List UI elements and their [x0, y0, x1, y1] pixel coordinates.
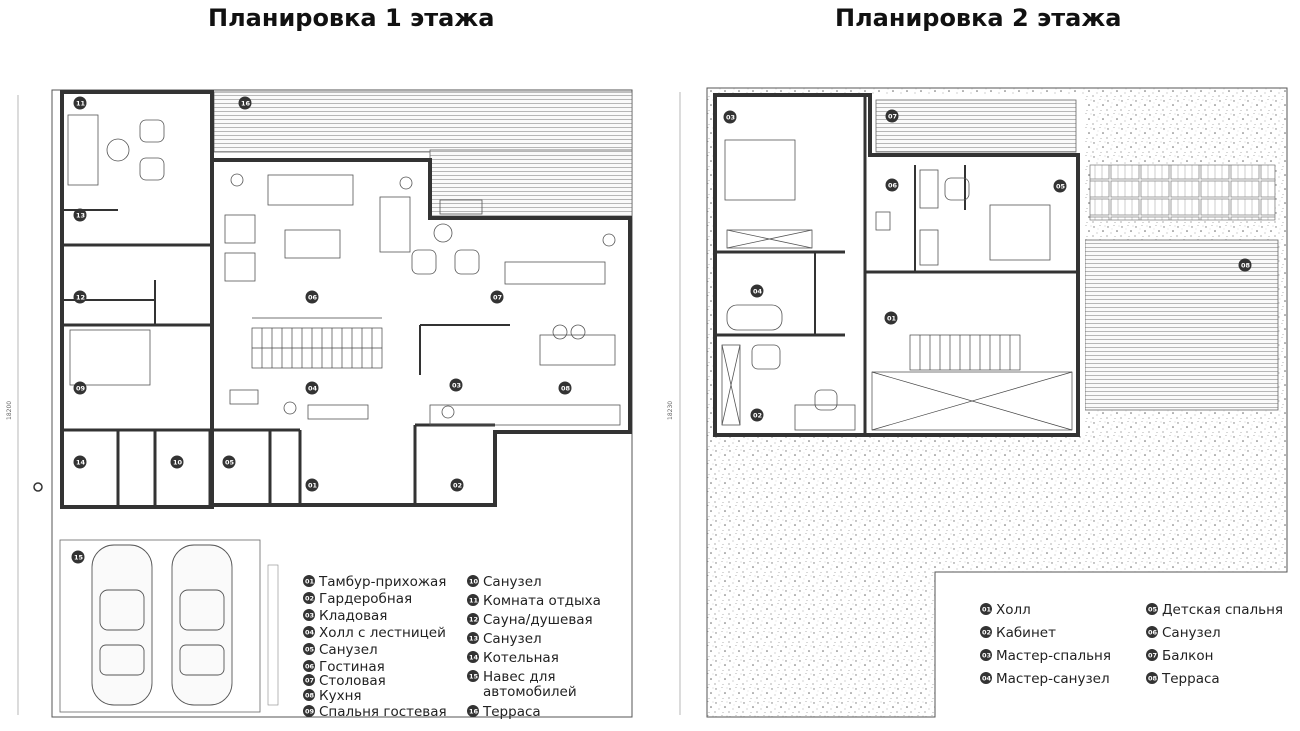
f1-marker-16 [239, 97, 252, 110]
f1-legend-13 [467, 631, 542, 647]
f1-legend-09-item [303, 704, 447, 720]
svg-text:Гостиная: Гостиная [319, 659, 385, 675]
f2-marker-05 [1054, 180, 1067, 193]
svg-text:Гардеробная: Гардеробная [319, 591, 413, 607]
svg-text:13: 13 [469, 634, 479, 643]
svg-text:08: 08 [305, 691, 315, 700]
svg-text:Санузел: Санузел [1162, 625, 1221, 641]
svg-text:Кабинет: Кабинет [996, 625, 1056, 641]
floor2-pergola [1090, 165, 1275, 220]
svg-text:Комната отдыха: Комната отдыха [483, 593, 601, 609]
f1-marker-11 [74, 97, 87, 110]
svg-text:05: 05 [1056, 182, 1066, 191]
svg-text:Санузел: Санузел [483, 574, 542, 590]
f2-marker-06 [886, 179, 899, 192]
svg-text:Кладовая: Кладовая [319, 608, 388, 624]
f1-legend-03 [303, 608, 387, 624]
svg-text:03: 03 [452, 381, 462, 390]
f1-legend-01 [303, 574, 446, 590]
svg-text:01: 01 [305, 577, 315, 586]
floor1-column [34, 483, 42, 491]
svg-text:01: 01 [308, 481, 318, 490]
svg-text:Холл: Холл [996, 602, 1031, 618]
f1-legend-15 [467, 669, 577, 700]
svg-text:Терраса: Терраса [483, 704, 541, 720]
svg-text:04: 04 [305, 628, 315, 637]
floor2-legend [980, 602, 1283, 687]
svg-text:Столовая: Столовая [319, 673, 386, 689]
f2-marker-07 [886, 110, 899, 123]
f2-legend-01 [980, 602, 1031, 618]
svg-text:02: 02 [305, 594, 315, 603]
f1-marker-08 [559, 382, 572, 395]
svg-text:15: 15 [74, 553, 84, 562]
f1-legend-12 [467, 612, 593, 628]
svg-text:10: 10 [469, 577, 479, 586]
svg-text:12: 12 [76, 293, 86, 302]
svg-text:04: 04 [308, 384, 318, 393]
svg-text:Балкон: Балкон [1162, 648, 1214, 664]
f1-legend-11 [467, 593, 601, 609]
svg-text:Сауна/душевая: Сауна/душевая [483, 612, 593, 628]
svg-text:Мастер-спальня: Мастер-спальня [996, 648, 1112, 664]
svg-text:07: 07 [493, 293, 503, 302]
svg-text:04: 04 [982, 674, 992, 683]
svg-text:14: 14 [76, 458, 86, 467]
f1-marker-10 [171, 456, 184, 469]
f1-legend-05 [303, 642, 378, 658]
svg-text:16: 16 [469, 707, 479, 716]
svg-text:08: 08 [561, 384, 571, 393]
svg-text:07: 07 [1148, 651, 1158, 660]
svg-text:Мастер-санузел: Мастер-санузел [996, 671, 1110, 687]
svg-text:Кухня: Кухня [319, 688, 362, 704]
floor1-path [268, 565, 278, 705]
svg-text:05: 05 [305, 645, 315, 654]
floor2-title: Планировка 2 этажа [835, 4, 1122, 32]
f1-marker-01 [306, 479, 319, 492]
f1-legend-04 [303, 625, 446, 641]
f1-marker-12 [74, 291, 87, 304]
f1-marker-14 [74, 456, 87, 469]
svg-text:11: 11 [76, 99, 86, 108]
svg-text:16: 16 [241, 99, 251, 108]
f2-marker-03 [724, 111, 737, 124]
floor2-dimension: 18230 [667, 400, 674, 420]
floor2-plan [667, 88, 1287, 717]
svg-text:08: 08 [1241, 261, 1251, 270]
svg-text:Холл с лестницей: Холл с лестницей [319, 625, 446, 641]
svg-text:Навес для: Навес для [483, 669, 556, 685]
floor1-terrace-right [430, 150, 632, 218]
floor1-stairs [252, 318, 382, 368]
floor1-title: Планировка 1 этажа [208, 4, 495, 32]
svg-text:10: 10 [173, 458, 183, 467]
f1-legend-08 [303, 688, 362, 704]
svg-text:03: 03 [726, 113, 736, 122]
svg-text:06: 06 [888, 181, 898, 190]
f1-legend-07 [303, 673, 386, 689]
svg-text:06: 06 [308, 293, 318, 302]
svg-text:02: 02 [753, 411, 763, 420]
f1-legend-14 [467, 650, 559, 666]
svg-text:13: 13 [76, 211, 86, 220]
svg-text:Тамбур-прихожая: Тамбур-прихожая [319, 574, 447, 590]
f1-marker-02 [451, 479, 464, 492]
f1-marker-06 [306, 291, 319, 304]
svg-text:Котельная: Котельная [483, 650, 559, 666]
svg-text:15: 15 [469, 672, 479, 681]
svg-text:04: 04 [753, 287, 763, 296]
svg-text:02: 02 [453, 481, 463, 490]
svg-text:05: 05 [225, 458, 235, 467]
f2-legend-06 [1146, 625, 1221, 641]
f2-legend-04 [980, 671, 1110, 687]
f1-marker-13 [74, 209, 87, 222]
svg-text:06: 06 [305, 662, 315, 671]
f2-marker-04 [751, 285, 764, 298]
svg-text:01: 01 [982, 605, 992, 614]
f1-marker-03 [450, 379, 463, 392]
svg-text:Терраса: Терраса [1162, 671, 1220, 687]
svg-text:14: 14 [469, 653, 479, 662]
f1-legend-10 [467, 574, 542, 590]
f2-legend-03 [980, 648, 1111, 664]
floor1-terrace-top [214, 92, 632, 152]
svg-text:05: 05 [1148, 605, 1158, 614]
svg-text:07: 07 [888, 112, 898, 121]
floor1-legend [303, 574, 601, 720]
f2-marker-02 [751, 409, 764, 422]
svg-text:Детская спальня: Детская спальня [1162, 602, 1284, 618]
f1-legend-09-label: Спальня гостевая [319, 704, 447, 720]
svg-text:11: 11 [469, 596, 479, 605]
f2-legend-02 [980, 625, 1056, 641]
f1-legend-16 [467, 704, 541, 720]
svg-text:09: 09 [76, 384, 86, 393]
svg-text:03: 03 [305, 611, 315, 620]
f1-legend-09-num: 09 [305, 707, 315, 716]
f1-marker-09 [74, 382, 87, 395]
f1-marker-07 [491, 291, 504, 304]
svg-text:Санузел: Санузел [483, 631, 542, 647]
svg-text:07: 07 [305, 676, 315, 685]
f1-marker-05 [223, 456, 236, 469]
f2-marker-08 [1239, 259, 1252, 272]
f1-legend-02 [303, 591, 412, 607]
f1-marker-04 [306, 382, 319, 395]
f2-legend-08 [1146, 671, 1220, 687]
svg-text:автомобилей: автомобилей [483, 684, 577, 700]
svg-text:02: 02 [982, 628, 992, 637]
svg-text:Санузел: Санузел [319, 642, 378, 658]
f1-marker-15 [72, 551, 85, 564]
svg-text:01: 01 [887, 314, 897, 323]
svg-text:12: 12 [469, 615, 479, 624]
f2-legend-07 [1146, 648, 1213, 664]
floor1-dimension: 18200 [6, 400, 13, 420]
svg-text:08: 08 [1148, 674, 1158, 683]
f2-legend-05 [1146, 602, 1283, 618]
svg-text:06: 06 [1148, 628, 1158, 637]
f2-marker-01 [885, 312, 898, 325]
svg-text:03: 03 [982, 651, 992, 660]
